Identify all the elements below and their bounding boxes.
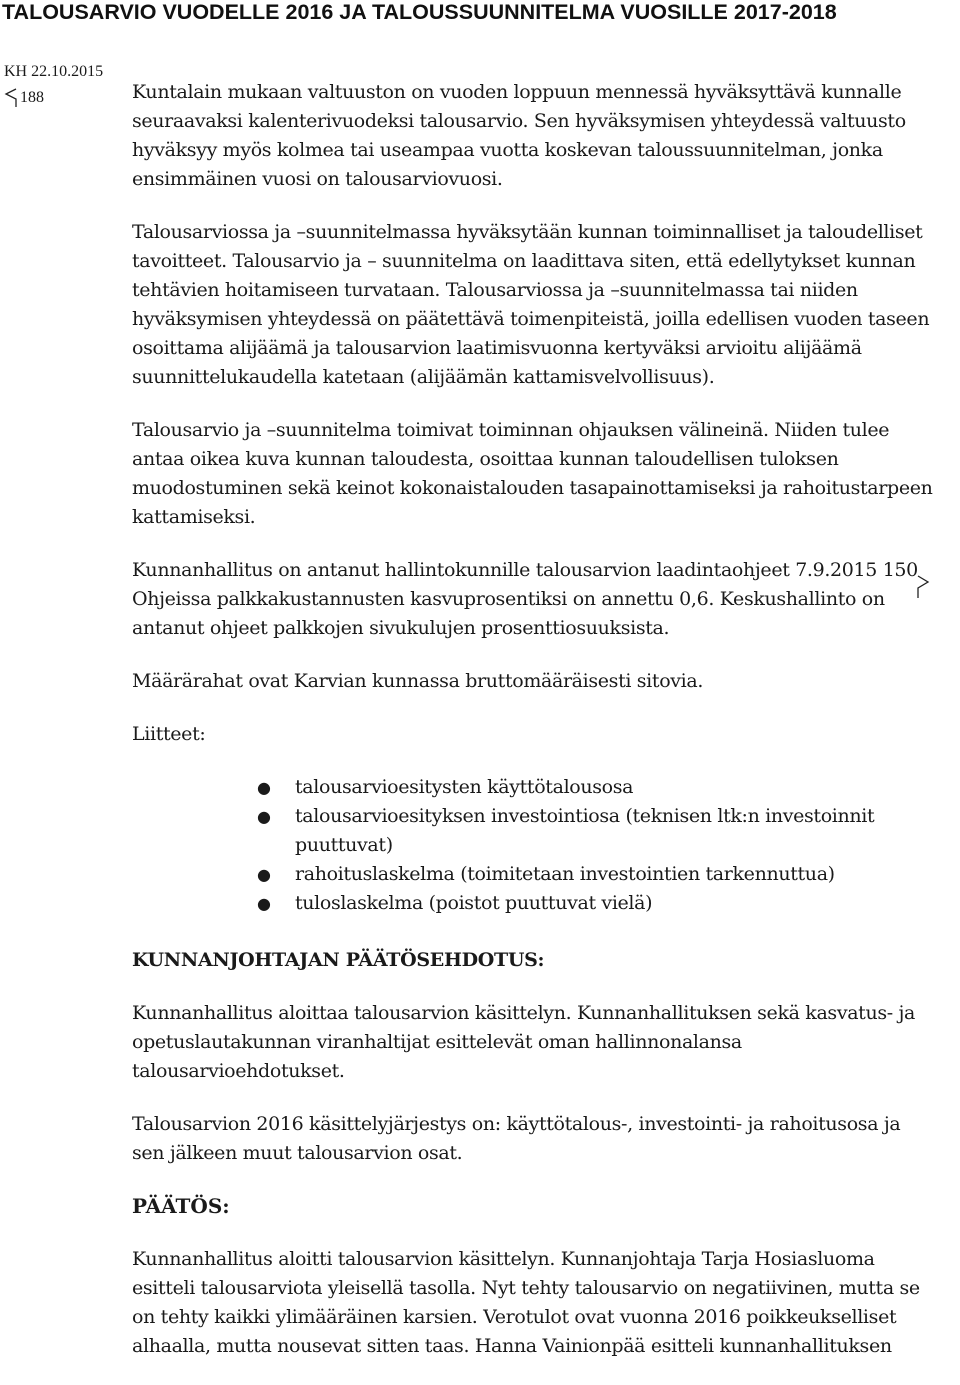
paragraph: Kunnanhallitus on antanut hallintokunnille talousarvion laadintaohjeet 7.9.2015 150 Ohjeissa palkkakustannusten kasvuprosentiksi on annettu 0,6. Keskushallinto on antanut ohjeet palkkojen sivukulujen prosenttiosuuksista. [132,559,918,639]
document-header-title: TALOUSARVIO VUODELLE 2016 JA TALOUSSUUNNITELMA VUOSILLE 2017-2018 [2,0,837,24]
attachments-list [132,773,938,918]
paragraph: Talousarvion 2016 käsittelyjärjestys on: käyttötalous-, investointi- ja rahoitusosa ja sen jälkeen muut talousarvion osat. [132,1113,901,1164]
paragraph: Talousarviossa ja –suunnitelmassa hyväksytään kunnan toiminnalliset ja taloudelliset tavoitteet. Talousarvio ja – suunnitelma on laadittava siten, että edellytykset kunnan tehtävien hoitamiseen turvataan. Talousarviossa ja –suunnitelmassa tai niiden hyväksymisen yhteydessä on päätettävä toimenpiteistä, joilla edellisen vuoden taseen osoittama alijäämä ja talousarvion laatimisvuonna kertyväksi arvioitu alijäämä suunnittelukaudella katetaan (alijäämän kattamisvelvollisuus). [132,221,930,388]
paragraph: Kuntalain mukaan valtuuston on vuoden loppuun mennessä hyväksyttävä kunnalle seuraavaksi kalenterivuodeksi talousarvio. Sen hyväksymisen yhteydessä valtuusto hyväksyy myös kolmea tai useampaa vuotta koskevan taloussuunnitelman, jonka ensimmäinen vuosi on talousarviovuosi. [132,81,906,190]
paragraph: Kunnanhallitus aloitti talousarvion käsittelyn. Kunnanjohtaja Tarja Hosiasluoma esitteli talousarviota yleisellä tasolla. Nyt tehty talousarvio on negatiivinen, mutta se on tehty kaikki ylimääräinen karsien. Verotulot ovat vuonna 2016 poikkeukselliset alhaalla, mutta nousevat sitten taas. Hanna Vainionpää esitteli kunnanhallituksen [132,1248,920,1357]
meeting-date: KH 22.10.2015 [4,63,104,80]
bullet-icon: ● [257,865,271,884]
list-item: ● talousarvioesitysten käyttötalousosa [295,773,938,802]
bullet-icon: ● [257,807,271,826]
paragraph: Talousarvio ja –suunnitelma toimivat toiminnan ohjauksen välineinä. Niiden tulee antaa oikea kuva kunnan taloudesta, osoittaa kunnan taloudellisen tuloksen muodostuminen sekä keinot kokonaistalouden tasapainottamiseksi ja rahoitustarpeen kattamiseksi. [132,419,933,528]
document-body [132,78,938,1385]
decision-heading: PÄÄTÖS: [132,1194,230,1218]
attachments-label: Liitteet: [132,723,206,745]
bullet-icon: ● [257,894,271,913]
paragraph: Määrärahat ovat Karvian kunnassa bruttomääräisesti sitovia. [132,670,704,692]
list-item: ● tuloslaskelma (poistot puuttuvat vielä) [295,889,938,918]
section-mark-icon [4,88,18,106]
bullet-icon: ● [257,778,271,797]
section-number: 188 [20,89,44,106]
list-item: ● talousarvioesityksen investointiosa (teknisen ltk:n investoinnit puuttuvat) [295,802,938,860]
proposal-heading: KUNNANJOHTAJAN PÄÄTÖSEHDOTUS: [132,949,545,971]
paragraph: Kunnanhallitus aloittaa talousarvion käsittelyn. Kunnanhallituksen sekä kasvatus- ja opetuslautakunnan viranhaltijat esittelevät oman hallinnonalansa talousarvioehdotukset. [132,1002,916,1082]
list-item: ● rahoituslaskelma (toimitetaan investointien tarkennuttua) [295,860,938,889]
